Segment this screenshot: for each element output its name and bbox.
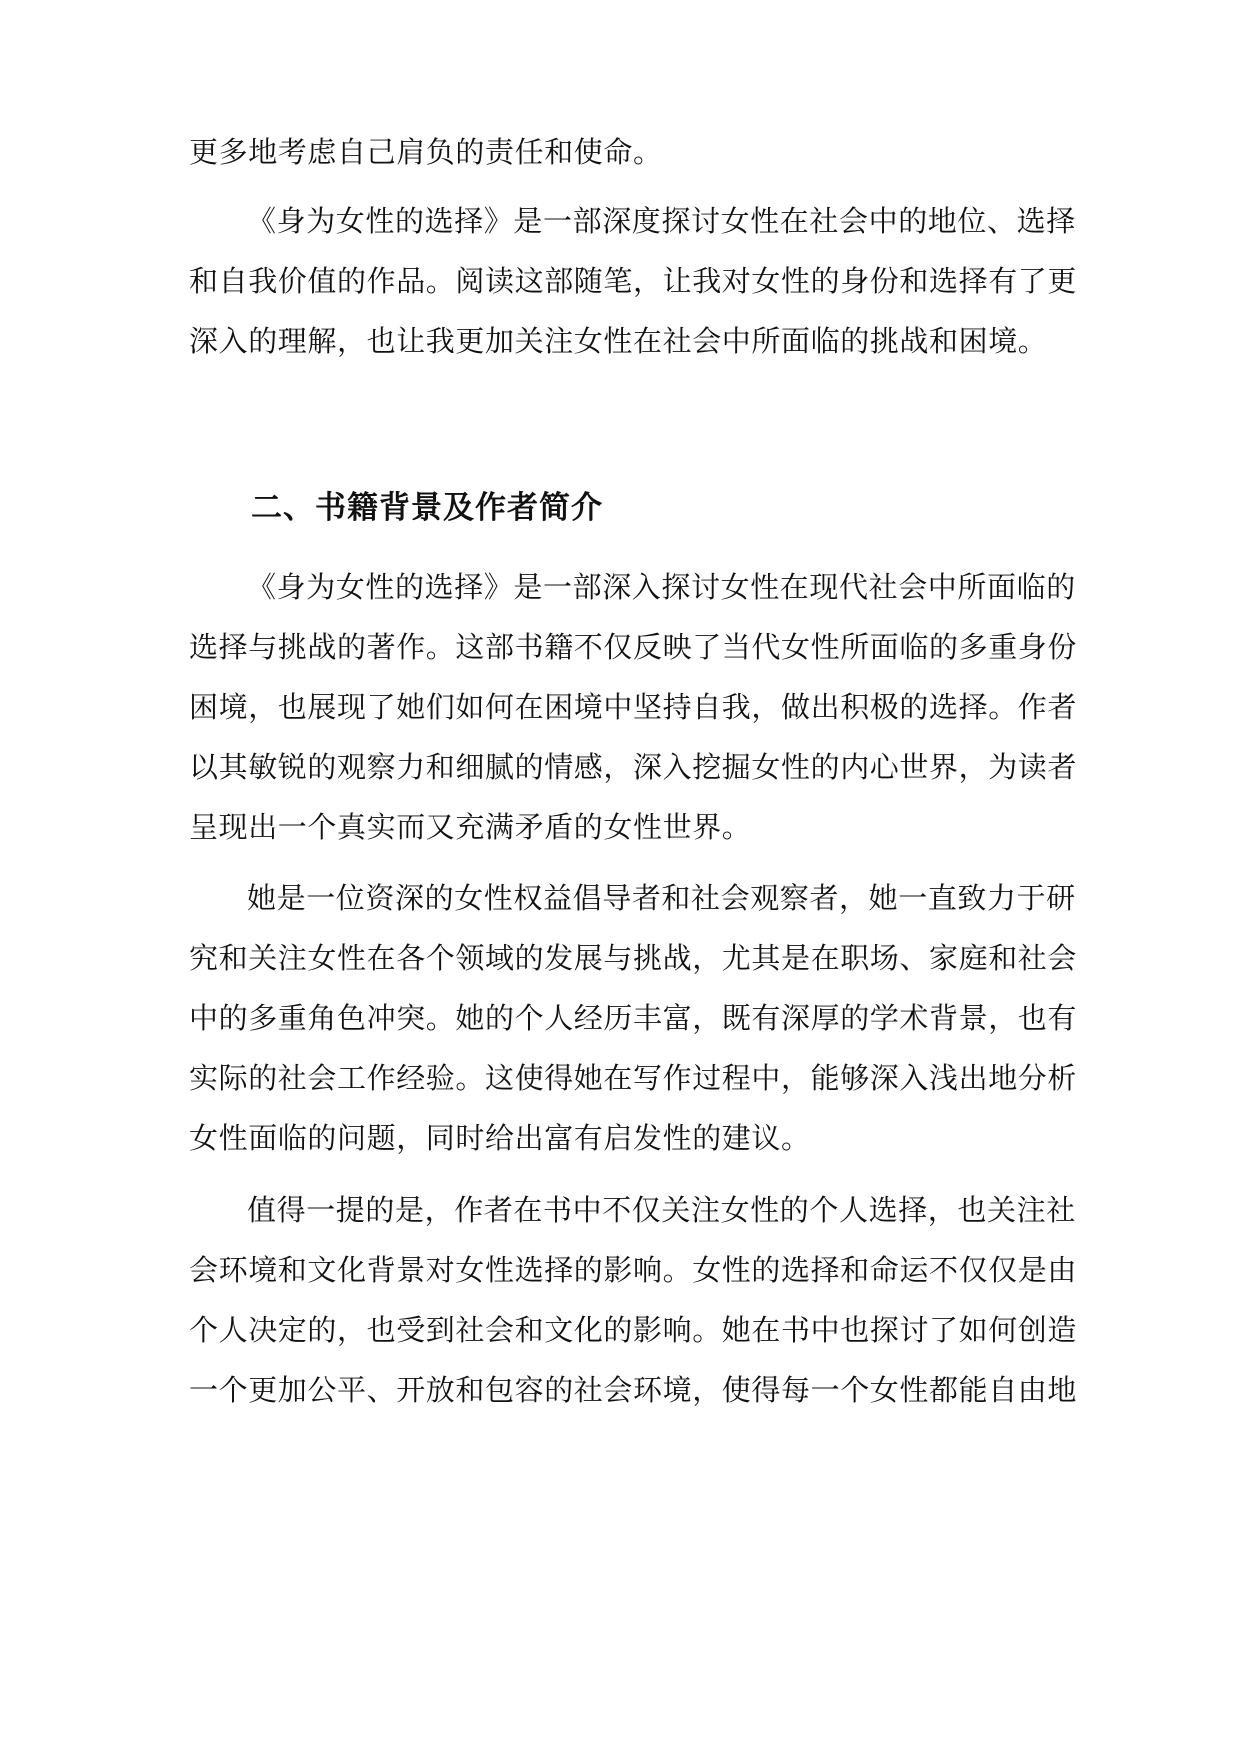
text-line: 她是一位资深的女性权益倡导者和社会观察者，她一直致力于研 — [247, 881, 1076, 915]
text-line: 《身为女性的选择》是一部深度探讨女性在社会中的地位、选择 — [247, 204, 1076, 238]
text-line: 深入的理解，也让我更加关注女性在社会中所面临的挑战和困境。 — [189, 324, 1048, 358]
text-line: 呈现出一个真实而又充满矛盾的女性世界。 — [189, 810, 752, 844]
section-heading: 二、书籍背景及作者简介 — [251, 490, 603, 526]
paragraph-author — [189, 868, 1078, 1168]
text-line: 中的多重角色冲突。她的个人经历丰富，既有深厚的学术背景，也有 — [189, 1001, 1078, 1035]
text-line: 《身为女性的选择》是一部深入探讨女性在现代社会中所面临的 — [247, 570, 1076, 604]
text-line: 困境，也展现了她们如何在困境中坚持自我，做出积极的选择。作者 — [189, 690, 1078, 724]
text-line: 会环境和文化背景对女性选择的影响。女性的选择和命运不仅仅是由 — [189, 1253, 1078, 1287]
text-line: 个人决定的，也受到社会和文化的影响。她在书中也探讨了如何创造 — [189, 1313, 1078, 1347]
paragraph-context — [189, 1180, 1078, 1420]
text-line: 究和关注女性在各个领域的发展与挑战，尤其是在职场、家庭和社会 — [189, 941, 1078, 975]
text-line: 以其敏锐的观察力和细腻的情感，深入挖掘女性的内心世界，为读者 — [189, 750, 1078, 784]
text-line: 一个更加公平、开放和包容的社会环境，使得每一个女性都能自由地 — [189, 1373, 1078, 1407]
text-line: 实际的社会工作经验。这使得她在写作过程中，能够深入浅出地分析 — [189, 1061, 1078, 1095]
paragraph-background — [189, 557, 1078, 857]
text-line: 值得一提的是，作者在书中不仅关注女性的个人选择，也关注社 — [247, 1193, 1076, 1227]
paragraph-summary — [189, 191, 1078, 371]
text-line: 选择与挑战的著作。这部书籍不仅反映了当代女性所面临的多重身份 — [189, 630, 1078, 664]
text-line: 更多地考虑自己肩负的责任和使命。 — [189, 135, 663, 169]
text-line: 和自我价值的作品。阅读这部随笔，让我对女性的身份和选择有了更 — [189, 264, 1078, 298]
text-line: 女性面临的问题，同时给出富有启发性的建议。 — [189, 1121, 811, 1155]
paragraph-intro-end — [189, 122, 1051, 182]
